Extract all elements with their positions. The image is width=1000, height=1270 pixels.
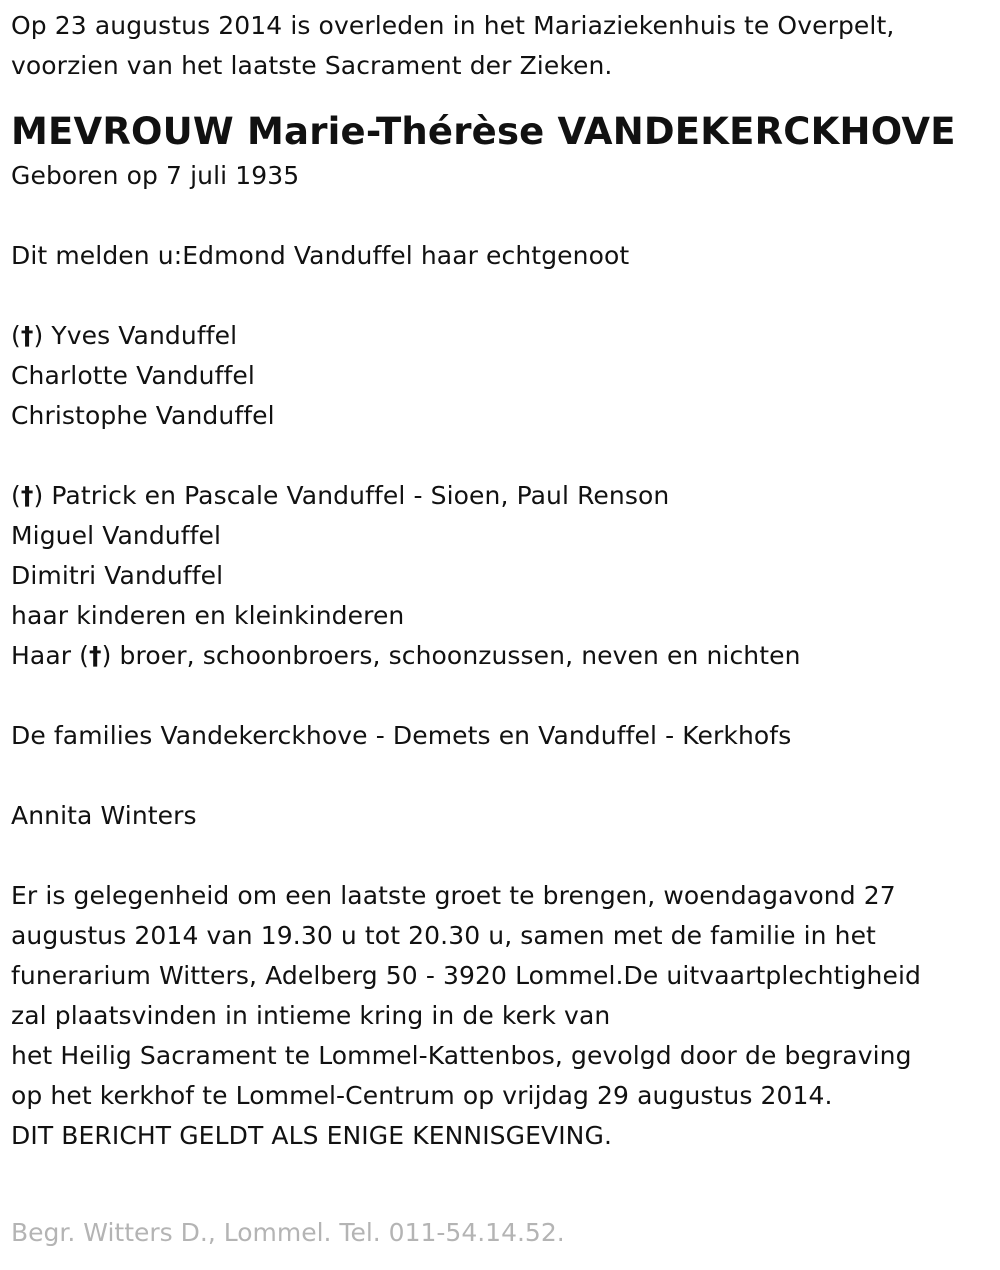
birth-date: Geboren op 7 juli 1935 xyxy=(11,161,300,190)
spacer xyxy=(11,276,991,316)
spacer xyxy=(11,196,991,236)
spacer xyxy=(11,676,991,716)
ceremony-line-2: augustus 2014 van 19.30 u tot 20.30 u, samen met de familie in het xyxy=(11,921,876,950)
ceremony-line-1: Er is gelegenheid om een laatste groet te brengen, woendagavond 27 xyxy=(11,881,896,910)
family-member: Christophe Vanduffel xyxy=(11,401,275,430)
family-relation: haar kinderen en kleinkinderen xyxy=(11,601,405,630)
spacer xyxy=(11,86,991,106)
deceased-name: MEVROUW Marie-Thérèse VANDEKERCKHOVE xyxy=(11,110,956,153)
siblings-prefix: Haar xyxy=(11,641,72,670)
other-person: Annita Winters xyxy=(11,801,197,830)
notice-line: DIT BERICHT GELDT ALS ENIGE KENNISGEVING. xyxy=(11,1121,612,1150)
spacer xyxy=(11,436,991,476)
cross-icon: † xyxy=(89,641,102,670)
undertaker-footer: Begr. Witters D., Lommel. Tel. 011-54.14.52. xyxy=(11,1218,565,1247)
family-member: Dimitri Vanduffel xyxy=(11,561,224,590)
families: De families Vandekerckhove - Demets en Vanduffel - Kerkhofs xyxy=(11,721,792,750)
cross-icon: † xyxy=(20,321,34,350)
cross-icon: † xyxy=(20,481,34,510)
intro-line-1: Op 23 augustus 2014 is overleden in het Mariaziekenhuis te Overpelt, xyxy=(11,11,895,40)
death-notice xyxy=(11,6,991,1156)
family-member-name: Yves Vanduffel xyxy=(51,321,238,350)
ceremony-line-3: funerarium Witters, Adelberg 50 - 3920 Lommel.De uitvaartplechtigheid xyxy=(11,961,921,990)
ceremony-line-6: op het kerkhof te Lommel-Centrum op vrijdag 29 augustus 2014. xyxy=(11,1081,833,1110)
family-member: Miguel Vanduffel xyxy=(11,521,222,550)
siblings-text: broer, schoonbroers, schoonzussen, neven en nichten xyxy=(119,641,801,670)
announced-by: Dit melden u:Edmond Vanduffel haar echtgenoot xyxy=(11,241,630,270)
family-member-deceased: (†) Yves Vanduffel xyxy=(11,321,238,350)
intro-line-2: voorzien van het laatste Sacrament der Zieken. xyxy=(11,51,613,80)
family-member: Charlotte Vanduffel xyxy=(11,361,255,390)
siblings-line: Haar (†) broer, schoonbroers, schoonzussen, neven en nichten xyxy=(11,641,801,670)
family-member-deceased: (†) Patrick en Pascale Vanduffel - Sioen, Paul Renson xyxy=(11,481,670,510)
spacer xyxy=(11,756,991,796)
ceremony-line-5: het Heilig Sacrament te Lommel-Kattenbos, gevolgd door de begraving xyxy=(11,1041,912,1070)
spacer xyxy=(11,836,991,876)
ceremony-line-4: zal plaatsvinden in intieme kring in de kerk van xyxy=(11,1001,611,1030)
family-member-name: Patrick en Pascale Vanduffel - Sioen, Paul Renson xyxy=(51,481,670,510)
